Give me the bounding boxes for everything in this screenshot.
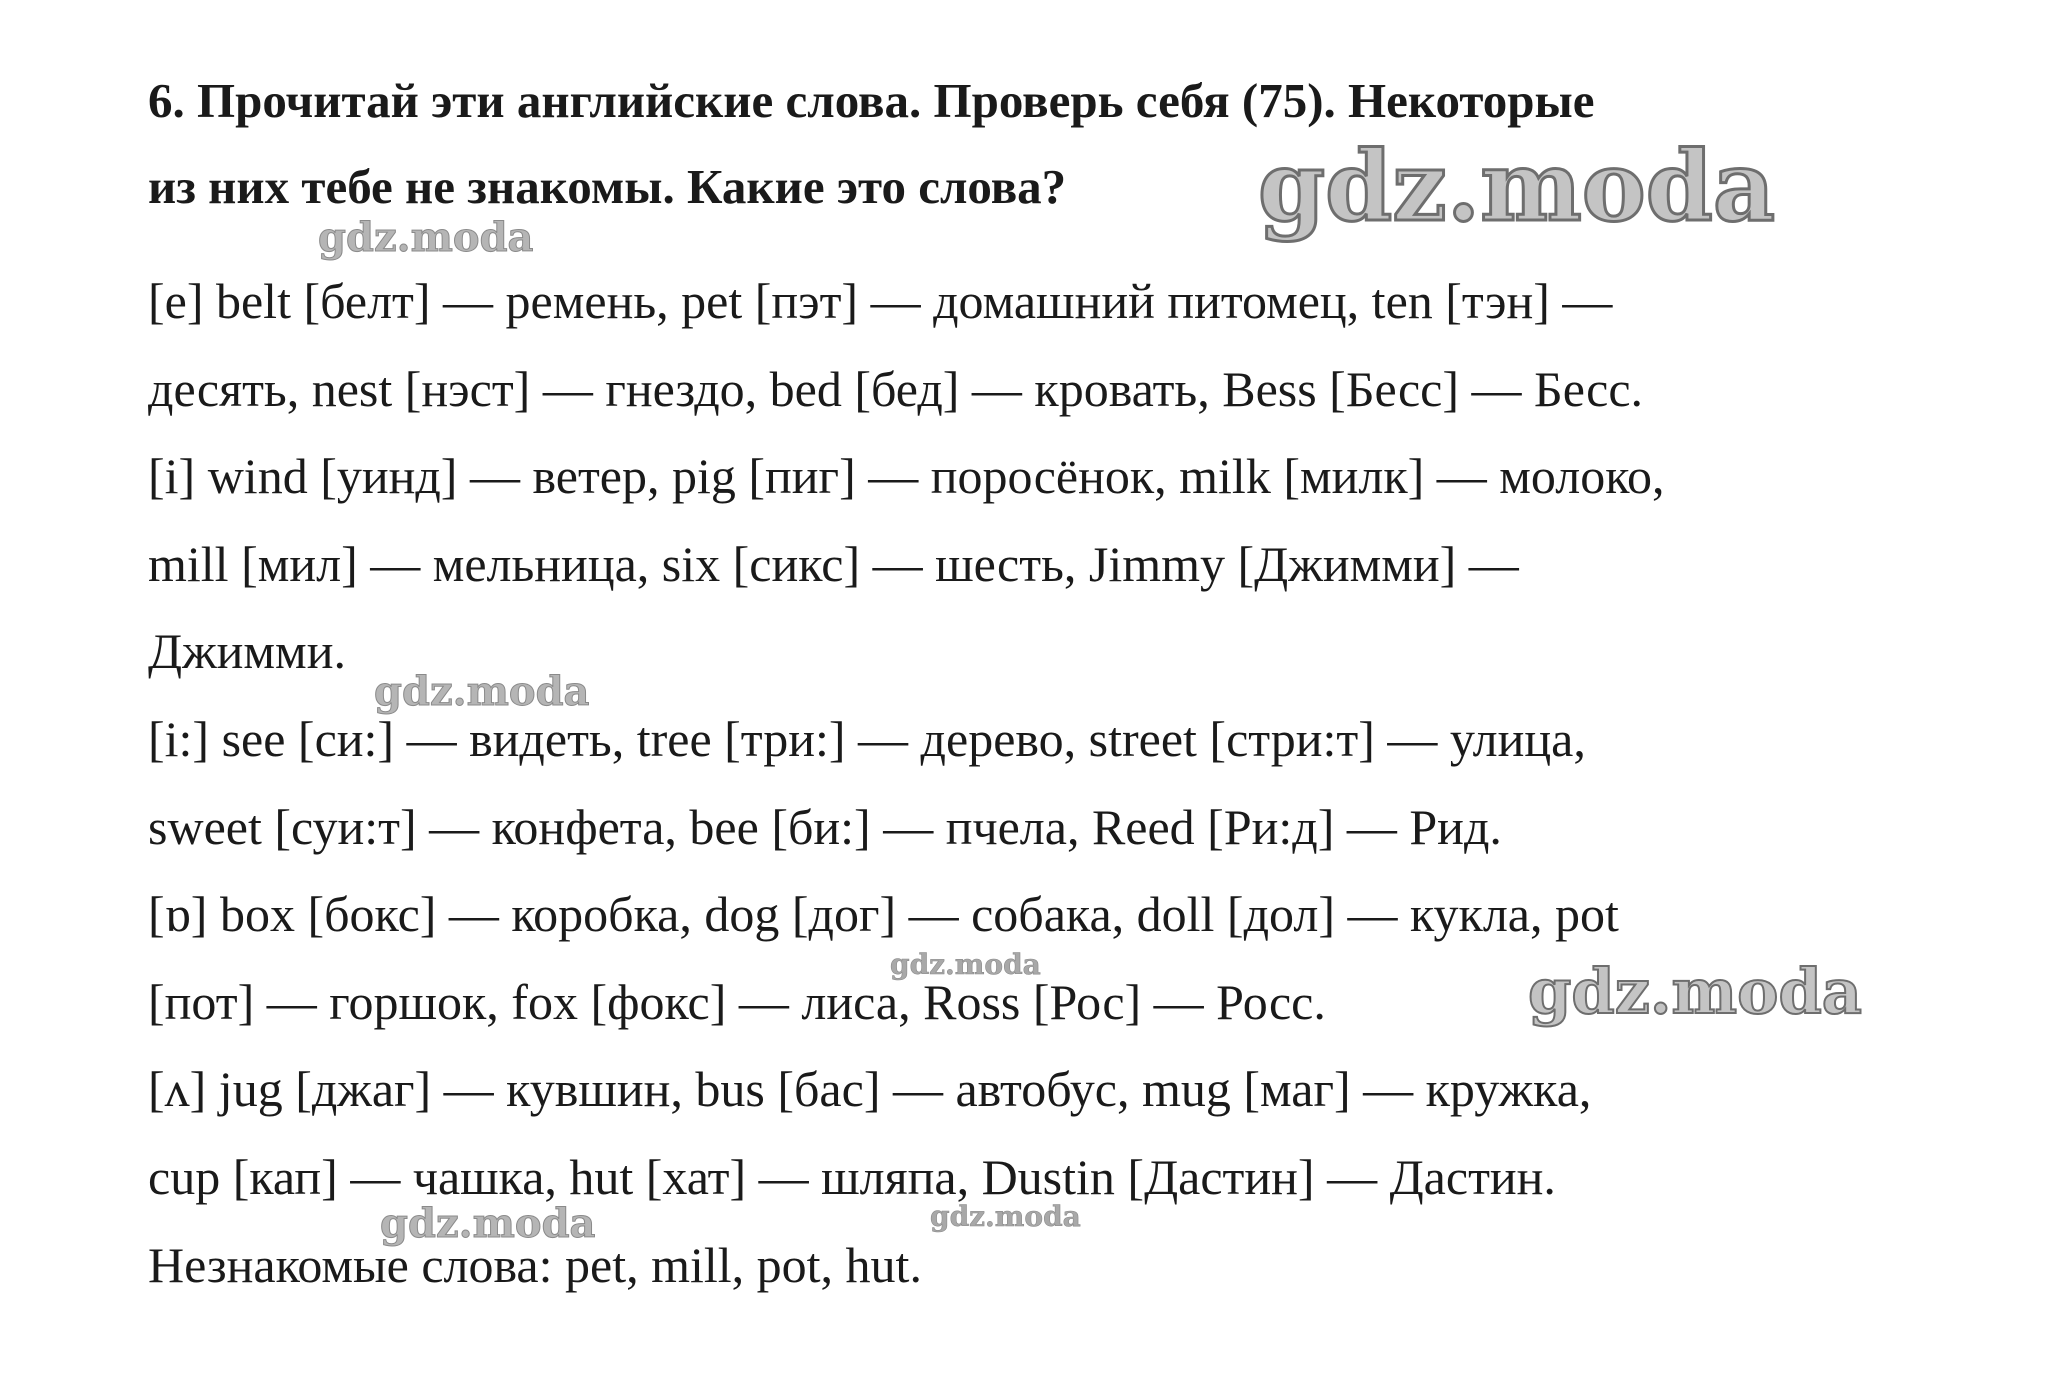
watermark-logo: gdz.moda [890,948,1041,981]
answer-line: sweet [суи:т] — конфета, bee [би:] — пчела, Reed [Ри:д] — Рид. [148,798,1502,855]
heading-line: из них тебе не знакомы. Какие это слова? [148,159,1067,214]
answer-line: [i] wind [уинд] — ветер, pig [пиг] — поросёнок, milk [милк] — молоко, [148,448,1665,505]
answer-line: [ɒ] box [бокс] — коробка, dog [дог] — собака, doll [дол] — кукла, pot [148,886,1619,943]
task-answer [148,258,1948,1309]
answer-line: Незнакомые слова: pet, mill, pot, hut. [148,1236,922,1293]
watermark-logo: gdz.moda [930,1200,1081,1233]
watermark-logo: gdz.moda [1258,130,1776,243]
answer-line: Джимми. [148,623,346,680]
answer-line: mill [мил] — мельница, six [сикс] — шесть, Jimmy [Джимми] — [148,535,1519,592]
answer-line: [ʌ] jug [джаг] — кувшин, bus [бас] — автобус, mug [маг] — кружка, [148,1061,1592,1118]
watermark-logo: gdz.moda [1528,955,1862,1028]
answer-line: десять, nest [нэст] — гнездо, bed [бед] — кровать, Bess [Бесс] — Бесс. [148,360,1644,417]
answer-line: [пот] — горшок, fox [фокс] — лиса, Ross [Рос] — Росс. [148,973,1326,1030]
watermark-logo: gdz.moda [374,668,590,715]
task-heading [148,58,1948,230]
watermark-logo: gdz.moda [380,1200,596,1247]
answer-line: [i:] see [си:] — видеть, tree [три:] — дерево, street [стри:т] — улица, [148,710,1586,767]
answer-line: [e] belt [белт] — ремень, pet [пэт] — домашний питомец, ten [тэн] — [148,273,1613,329]
watermark-logo: gdz.moda [318,214,534,261]
heading-line: 6. Прочитай эти английские слова. Проверь себя (75). Некоторые [148,73,1595,128]
answer-line: cup [кап] — чашка, hut [хат] — шляпа, Dustin [Дастин] — Дастин. [148,1148,1556,1205]
